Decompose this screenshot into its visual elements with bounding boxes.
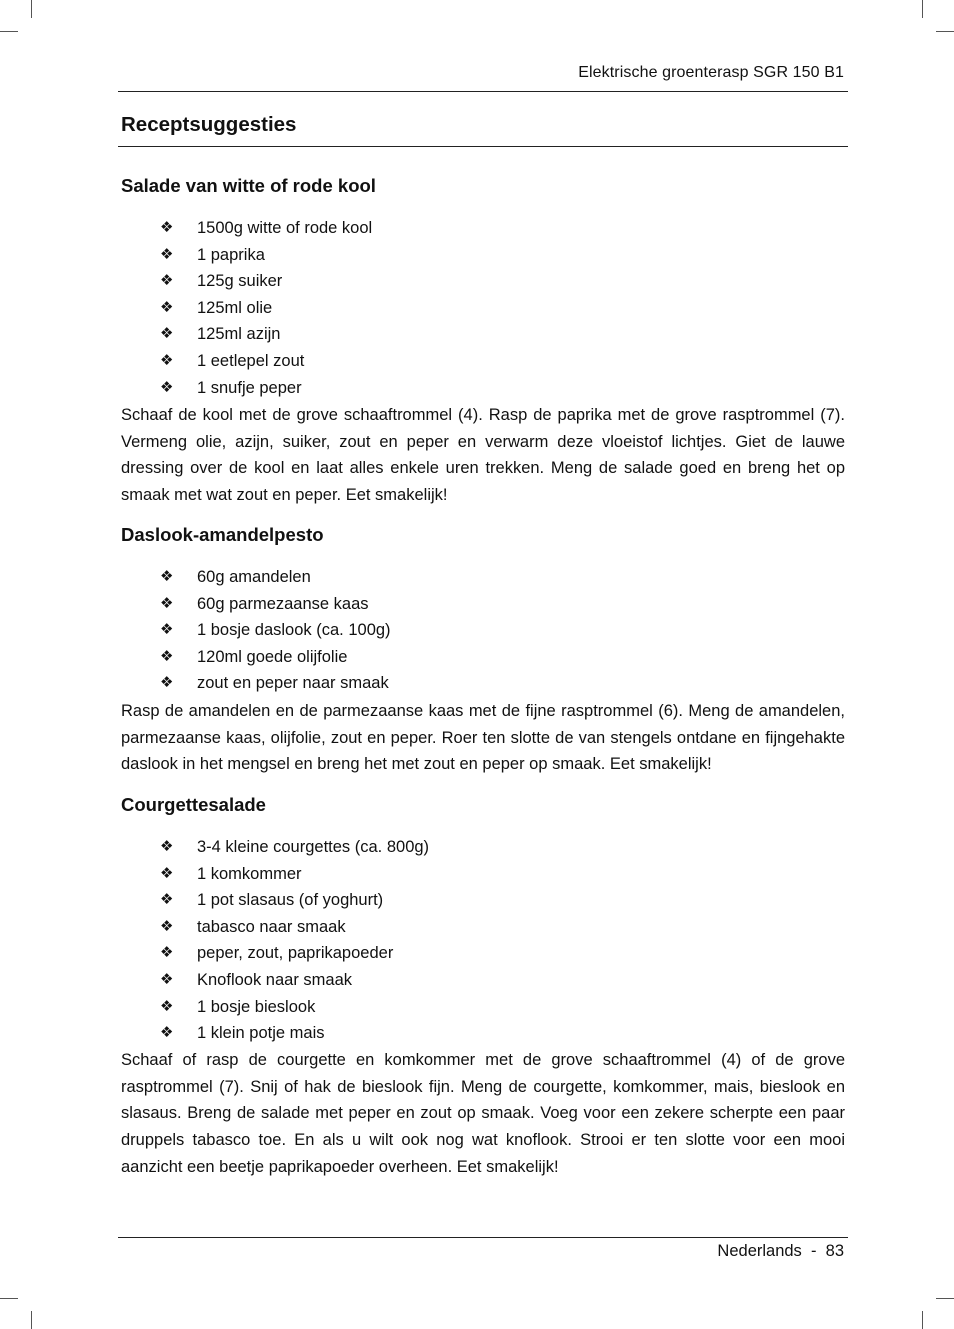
- ingredient-text: 125ml olie: [197, 298, 273, 317]
- ingredient-item: [160, 321, 372, 348]
- four-diamond-bullet-icon: ❖: [160, 219, 174, 236]
- four-diamond-bullet-icon: ❖: [160, 674, 174, 692]
- ingredient-text: zout en peper naar smaak: [197, 674, 389, 693]
- four-diamond-bullet-icon: ❖: [160, 864, 174, 882]
- ingredient-text: tabasco naar smaak: [197, 917, 346, 936]
- ingredient-item: [160, 591, 391, 618]
- ingredient-text: 1 klein potje mais: [197, 1024, 325, 1043]
- ingredient-text: 1 komkommer: [197, 864, 302, 883]
- ingredient-item: [160, 834, 429, 861]
- four-diamond-bullet-icon: ❖: [160, 594, 174, 612]
- recipe-title: Courgettesalade: [121, 794, 266, 815]
- ingredient-text: Knoflook naar smaak: [197, 970, 353, 989]
- ingredient-item: [160, 242, 372, 269]
- ingredient-text: 60g parmezaanse kaas: [197, 594, 369, 613]
- crop-mark: [0, 31, 18, 32]
- ingredient-item: [160, 994, 429, 1021]
- ingredient-item: [160, 670, 391, 697]
- ingredient-item: [160, 215, 372, 242]
- recipe-instructions: Schaaf de kool met de grove schaaftrommel (4). Rasp de paprika met de grove rasptrommel (7). Vermeng olie, azijn, suiker, zout en peper en verwarm deze vloeistof lichtjes. Giet de lauwe dressing over de kool en laat alles enkele uren trekken. Meng de salade goed en breng het op smaak met wat zout en peper. Eet smakelijk!: [121, 406, 845, 505]
- four-diamond-bullet-icon: ❖: [160, 568, 174, 585]
- crop-mark: [936, 1298, 954, 1299]
- ingredient-item: [160, 644, 391, 671]
- ingredient-text: 60g amandelen: [197, 568, 311, 586]
- crop-mark: [31, 0, 32, 18]
- recipe-title: Daslook-amandelpesto: [121, 524, 324, 545]
- ingredient-item: [160, 617, 391, 644]
- ingredient-item: [160, 268, 372, 295]
- ingredient-text: 125ml azijn: [197, 325, 281, 344]
- four-diamond-bullet-icon: ❖: [160, 1024, 174, 1042]
- ingredient-item: [160, 564, 391, 591]
- crop-mark: [31, 1311, 32, 1329]
- ingredient-text: 1 paprika: [197, 245, 265, 264]
- ingredient-item: [160, 295, 372, 322]
- four-diamond-bullet-icon: ❖: [160, 351, 174, 369]
- ingredient-list: [160, 215, 372, 401]
- ingredient-item: [160, 887, 429, 914]
- four-diamond-bullet-icon: ❖: [160, 378, 174, 396]
- ingredient-text: 1500g witte of rode kool: [197, 219, 373, 237]
- ingredient-text: 1 eetlepel zout: [197, 351, 305, 370]
- ingredient-item: [160, 375, 372, 402]
- four-diamond-bullet-icon: ❖: [160, 621, 174, 639]
- ingredient-item: [160, 940, 429, 967]
- page-footer: [717, 1242, 844, 1261]
- footer-rule: [118, 1237, 848, 1238]
- crop-mark: [936, 31, 954, 32]
- four-diamond-bullet-icon: ❖: [160, 298, 174, 316]
- four-diamond-bullet-icon: ❖: [160, 838, 174, 855]
- ingredient-item: [160, 914, 429, 941]
- ingredient-item: [160, 967, 429, 994]
- ingredient-text: 1 pot slasaus (of yoghurt): [197, 891, 384, 910]
- ingredient-list: [160, 834, 429, 1047]
- four-diamond-bullet-icon: ❖: [160, 917, 174, 935]
- recipe-title: Salade van witte of rode kool: [121, 175, 376, 196]
- running-header: Elektrische groenterasp SGR 150 B1: [578, 64, 844, 81]
- ingredient-text: 1 bosje bieslook: [197, 997, 316, 1016]
- four-diamond-bullet-icon: ❖: [160, 944, 174, 962]
- four-diamond-bullet-icon: ❖: [160, 245, 174, 263]
- recipe-instructions: Schaaf of rasp de courgette en komkommer met de grove schaaftrommel (4) of de grove rasptrommel (7). Snij of hak de bieslook fijn. Meng de courgette, komkommer, mais, bieslook en slasaus. Breng de salade met peper en zout op smaak. Voeg voor een zekere scherpte een paar druppels tabasco toe. En als u wilt ook nog wat knoflook. Strooi er ten slotte voor een mooi aanzicht een beetje paprikapoeder overheen. Eet smakelijk!: [121, 1051, 845, 1176]
- four-diamond-bullet-icon: ❖: [160, 272, 174, 290]
- ingredient-text: peper, zout, paprikapoeder: [197, 944, 394, 963]
- four-diamond-bullet-icon: ❖: [160, 647, 174, 665]
- ingredient-item: [160, 348, 372, 375]
- ingredient-text: 1 snufje peper: [197, 378, 302, 397]
- four-diamond-bullet-icon: ❖: [160, 970, 174, 988]
- ingredient-list: [160, 564, 391, 697]
- four-diamond-bullet-icon: ❖: [160, 997, 174, 1015]
- recipe-instructions: Rasp de amandelen en de parmezaanse kaas met de fijne rasptrommel (6). Meng de amandelen, parmezaanse kaas, olijfolie, zout en peper. Roer ten slotte de van stengels ontdane en fijngehakte daslook in het mengsel en breng het met zout en peper op smaak. Eet smakelijk!: [121, 702, 845, 774]
- footer-language-page: Nederlands - 83: [717, 1242, 844, 1260]
- ingredient-text: 120ml goede olijfolie: [197, 647, 348, 666]
- crop-mark: [0, 1298, 18, 1299]
- four-diamond-bullet-icon: ❖: [160, 325, 174, 343]
- crop-mark: [922, 1311, 923, 1329]
- header-rule: [118, 91, 848, 92]
- crop-mark: [922, 0, 923, 18]
- ingredient-text: 125g suiker: [197, 272, 283, 291]
- ingredient-item: [160, 1020, 429, 1047]
- section-title: Receptsuggesties: [121, 113, 297, 136]
- ingredient-text: 3-4 kleine courgettes (ca. 800g): [197, 838, 430, 856]
- four-diamond-bullet-icon: ❖: [160, 891, 174, 909]
- section-rule: [118, 146, 848, 147]
- ingredient-item: [160, 861, 429, 888]
- ingredient-text: 1 bosje daslook (ca. 100g): [197, 621, 391, 640]
